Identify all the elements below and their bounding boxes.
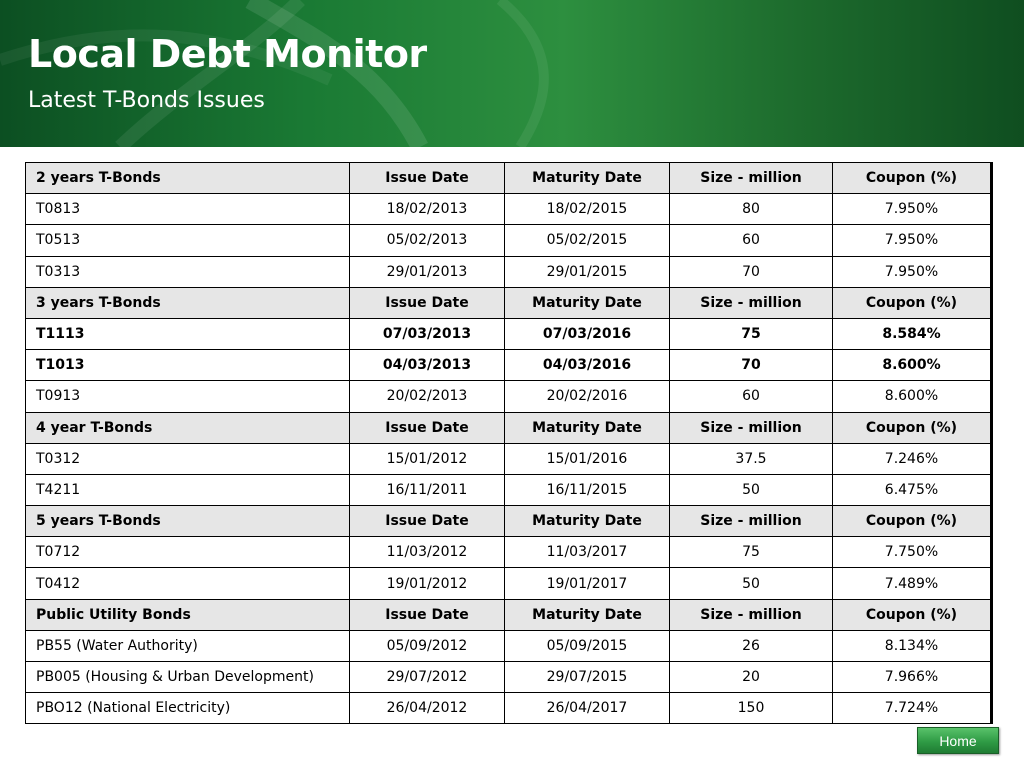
maturity-date-cell: 04/03/2016	[505, 350, 670, 381]
issue-date-cell: 11/03/2012	[350, 537, 505, 568]
bond-name-cell: 2 years T-Bonds	[26, 163, 350, 194]
table-row	[26, 662, 992, 693]
maturity-date-cell: 29/07/2015	[505, 662, 670, 693]
maturity-date-cell: 15/01/2016	[505, 443, 670, 474]
bond-name-cell: PB55 (Water Authority)	[26, 630, 350, 661]
section-header-row	[26, 287, 992, 318]
coupon-cell: Coupon (%)	[833, 287, 992, 318]
table-row	[26, 350, 992, 381]
issue-date-cell: Issue Date	[350, 412, 505, 443]
coupon-cell: 7.950%	[833, 256, 992, 287]
size-cell: Size - million	[670, 506, 833, 537]
section-header-row	[26, 412, 992, 443]
table-row	[26, 630, 992, 661]
issue-date-cell: 26/04/2012	[350, 693, 505, 724]
bond-name-cell: T4211	[26, 474, 350, 505]
section-header-row	[26, 506, 992, 537]
size-cell: Size - million	[670, 412, 833, 443]
size-cell: 75	[670, 537, 833, 568]
coupon-cell: 8.600%	[833, 350, 992, 381]
bond-name-cell: PB005 (Housing & Urban Development)	[26, 662, 350, 693]
bond-name-cell: T0813	[26, 194, 350, 225]
size-cell: 37.5	[670, 443, 833, 474]
bonds-table	[25, 162, 993, 724]
size-cell: 26	[670, 630, 833, 661]
size-cell: 70	[670, 256, 833, 287]
maturity-date-cell: 18/02/2015	[505, 194, 670, 225]
issue-date-cell: Issue Date	[350, 163, 505, 194]
size-cell: 50	[670, 474, 833, 505]
coupon-cell: 7.950%	[833, 225, 992, 256]
size-cell: 70	[670, 350, 833, 381]
maturity-date-cell: 16/11/2015	[505, 474, 670, 505]
coupon-cell: Coupon (%)	[833, 599, 992, 630]
size-cell: 20	[670, 662, 833, 693]
coupon-cell: 6.475%	[833, 474, 992, 505]
issue-date-cell: 04/03/2013	[350, 350, 505, 381]
maturity-date-cell: 19/01/2017	[505, 568, 670, 599]
page-subtitle: Latest T-Bonds Issues	[28, 88, 265, 113]
size-cell: Size - million	[670, 163, 833, 194]
size-cell: 50	[670, 568, 833, 599]
table-row	[26, 256, 992, 287]
maturity-date-cell: Maturity Date	[505, 599, 670, 630]
maturity-date-cell: Maturity Date	[505, 412, 670, 443]
bond-name-cell: 5 years T-Bonds	[26, 506, 350, 537]
header-divider	[0, 147, 1024, 153]
size-cell: 60	[670, 225, 833, 256]
page-title: Local Debt Monitor	[28, 32, 427, 76]
size-cell: Size - million	[670, 599, 833, 630]
home-button[interactable]: Home	[917, 727, 999, 754]
section-header-row	[26, 163, 992, 194]
coupon-cell: Coupon (%)	[833, 163, 992, 194]
size-cell: Size - million	[670, 287, 833, 318]
bond-name-cell: T0312	[26, 443, 350, 474]
issue-date-cell: 07/03/2013	[350, 318, 505, 349]
coupon-cell: 7.489%	[833, 568, 992, 599]
bond-name-cell: T1113	[26, 318, 350, 349]
table-row	[26, 474, 992, 505]
issue-date-cell: 19/01/2012	[350, 568, 505, 599]
bond-name-cell: T1013	[26, 350, 350, 381]
maturity-date-cell: 29/01/2015	[505, 256, 670, 287]
coupon-cell: Coupon (%)	[833, 412, 992, 443]
bond-name-cell: T0412	[26, 568, 350, 599]
table-row	[26, 194, 992, 225]
bond-name-cell: 3 years T-Bonds	[26, 287, 350, 318]
coupon-cell: 7.246%	[833, 443, 992, 474]
coupon-cell: Coupon (%)	[833, 506, 992, 537]
size-cell: 75	[670, 318, 833, 349]
bonds-table-container	[25, 162, 991, 724]
issue-date-cell: 05/09/2012	[350, 630, 505, 661]
bond-name-cell: T0913	[26, 381, 350, 412]
coupon-cell: 7.966%	[833, 662, 992, 693]
issue-date-cell: Issue Date	[350, 506, 505, 537]
section-header-row	[26, 599, 992, 630]
maturity-date-cell: Maturity Date	[505, 287, 670, 318]
size-cell: 60	[670, 381, 833, 412]
header-banner	[0, 0, 1024, 147]
issue-date-cell: Issue Date	[350, 599, 505, 630]
table-row	[26, 537, 992, 568]
table-row	[26, 568, 992, 599]
issue-date-cell: 20/02/2013	[350, 381, 505, 412]
size-cell: 80	[670, 194, 833, 225]
issue-date-cell: 29/07/2012	[350, 662, 505, 693]
coupon-cell: 8.600%	[833, 381, 992, 412]
issue-date-cell: 18/02/2013	[350, 194, 505, 225]
bond-name-cell: PBO12 (National Electricity)	[26, 693, 350, 724]
issue-date-cell: Issue Date	[350, 287, 505, 318]
maturity-date-cell: 05/09/2015	[505, 630, 670, 661]
maturity-date-cell: Maturity Date	[505, 163, 670, 194]
size-cell: 150	[670, 693, 833, 724]
bond-name-cell: T0712	[26, 537, 350, 568]
issue-date-cell: 16/11/2011	[350, 474, 505, 505]
bond-name-cell: 4 year T-Bonds	[26, 412, 350, 443]
table-row	[26, 381, 992, 412]
bond-name-cell: T0513	[26, 225, 350, 256]
coupon-cell: 8.584%	[833, 318, 992, 349]
bond-name-cell: Public Utility Bonds	[26, 599, 350, 630]
table-row	[26, 318, 992, 349]
issue-date-cell: 05/02/2013	[350, 225, 505, 256]
table-row	[26, 693, 992, 724]
issue-date-cell: 15/01/2012	[350, 443, 505, 474]
coupon-cell: 7.950%	[833, 194, 992, 225]
coupon-cell: 7.750%	[833, 537, 992, 568]
table-row	[26, 443, 992, 474]
coupon-cell: 8.134%	[833, 630, 992, 661]
maturity-date-cell: 07/03/2016	[505, 318, 670, 349]
bond-name-cell: T0313	[26, 256, 350, 287]
coupon-cell: 7.724%	[833, 693, 992, 724]
maturity-date-cell: 05/02/2015	[505, 225, 670, 256]
issue-date-cell: 29/01/2013	[350, 256, 505, 287]
maturity-date-cell: 20/02/2016	[505, 381, 670, 412]
maturity-date-cell: 26/04/2017	[505, 693, 670, 724]
maturity-date-cell: Maturity Date	[505, 506, 670, 537]
table-row	[26, 225, 992, 256]
maturity-date-cell: 11/03/2017	[505, 537, 670, 568]
